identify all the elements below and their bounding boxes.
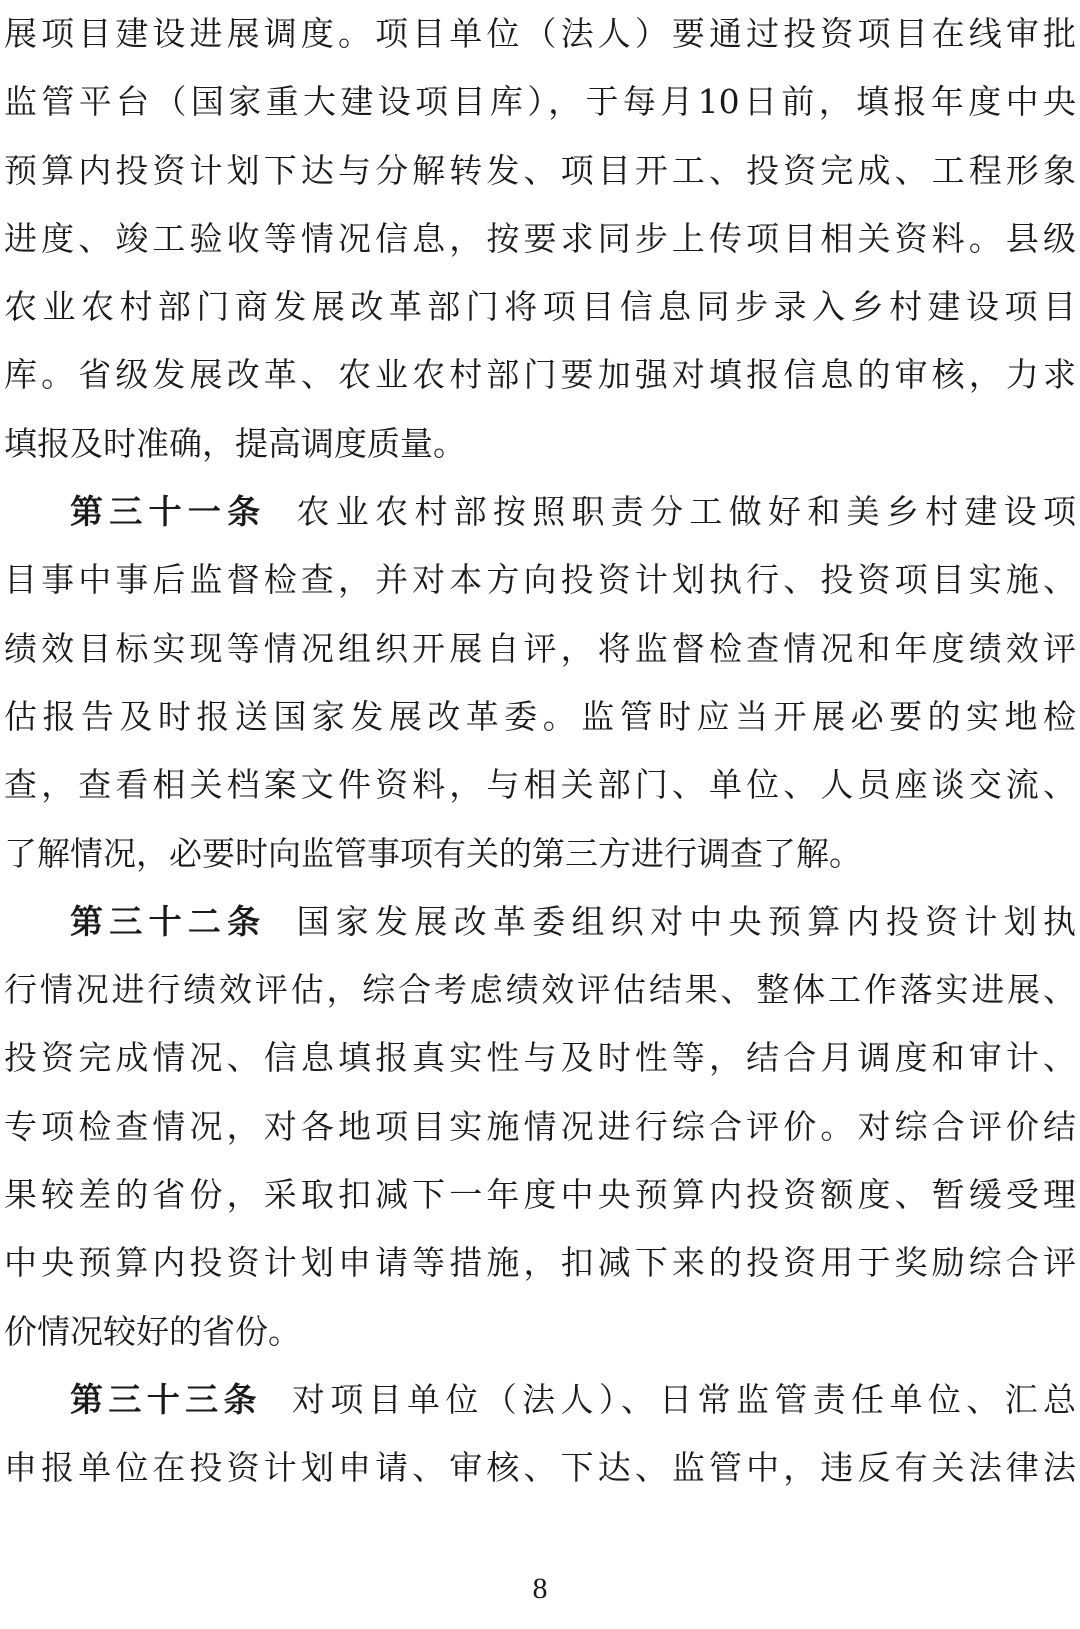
- text-line: 填报及时准确，提高调度质量。: [4, 423, 466, 463]
- text-line: 农业农村部门商发展改革部门将项目信息同步录入乡村建设项目: [4, 287, 1076, 327]
- text-line: 农业农村部按照职责分工做好和美乡村建设项: [296, 492, 1077, 532]
- text-line: 行情况进行绩效评估，综合考虑绩效评估结果、整体工作落实进展、: [4, 970, 1076, 1010]
- article-33-heading: 第三十三条: [70, 1379, 262, 1419]
- article-31-first-line: [4, 478, 1076, 546]
- text-line: 进度、竣工验收等情况信息，按要求同步上传项目相关资料。县级: [4, 218, 1076, 258]
- text-line: 库。省级发展改革、农业农村部门要加强对填报信息的审核，力求: [4, 355, 1076, 395]
- article-32-heading: 第三十二条: [70, 901, 267, 941]
- text-line: 专项检查情况，对各地项目实施情况进行综合评价。对综合评价结: [4, 1106, 1076, 1146]
- article-31-heading: 第三十一条: [70, 492, 267, 532]
- text-line: 绩效目标实现等情况组织开展自评，将监督检查情况和年度绩效评: [4, 628, 1076, 668]
- text-line: 预算内投资计划下达与分解转发、项目开工、投资完成、工程形象: [4, 150, 1076, 190]
- text-line: 了解情况，必要时向监管事项有关的第三方进行调查了解。: [4, 833, 862, 873]
- text-line: 展项目建设进展调度。项目单位（法人）要通过投资项目在线审批: [4, 14, 1076, 53]
- text-line: 监管平台（国家重大建设项目库），于每月10日前，填报年度中央: [4, 82, 1076, 122]
- text-line: 估报告及时报送国家发展改革委。监管时应当开展必要的实地检: [4, 696, 1076, 736]
- text-line: 国家发展改革委组织对中央预算内投资计划执: [296, 901, 1077, 941]
- text-line: 价情况较好的省份。: [4, 1311, 301, 1351]
- text-line: 果较差的省份，采取扣减下一年度中央预算内投资额度、暂缓受理: [4, 1175, 1076, 1215]
- text-line: 投资完成情况、信息填报真实性与及时性等，结合月调度和审计、: [4, 1038, 1076, 1078]
- page-number: 8: [532, 1572, 548, 1605]
- text-line: 查，查看相关档案文件资料，与相关部门、单位、人员座谈交流、: [4, 765, 1076, 805]
- text-line: 目事中事后监督检查，并对本方向投资计划执行、投资项目实施、: [4, 560, 1076, 600]
- article-32-first-line: [4, 888, 1076, 956]
- body-text: [4, 0, 1076, 1503]
- text-line: 申报单位在投资计划申请、审核、下达、监管中，违反有关法律法: [4, 1448, 1076, 1488]
- text-line: 中央预算内投资计划申请等措施，扣减下来的投资用于奖励综合评: [4, 1243, 1076, 1283]
- text-line: 对项目单位（法人）、日常监管责任单位、汇总: [291, 1379, 1077, 1419]
- article-33-first-line: [4, 1366, 1076, 1434]
